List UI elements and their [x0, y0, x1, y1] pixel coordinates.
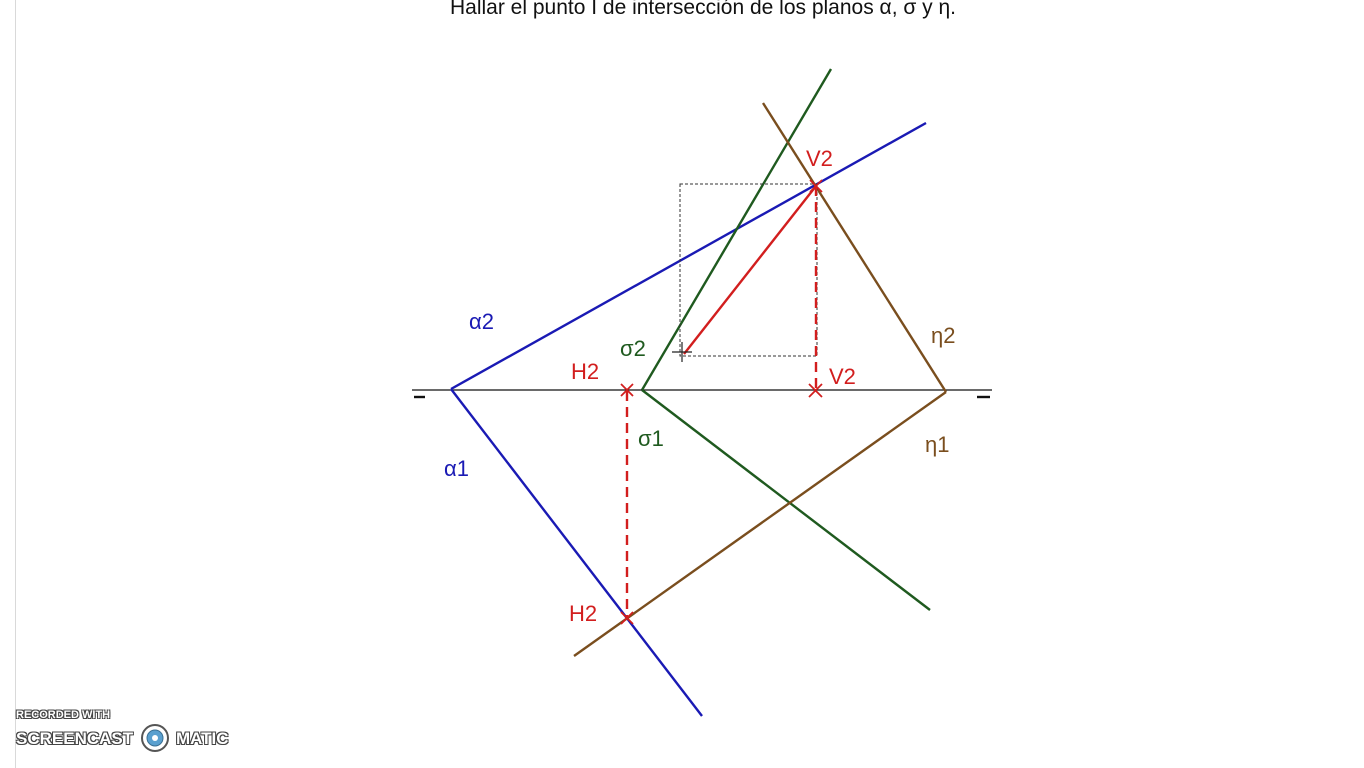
intersection-line: [684, 186, 816, 354]
sigma1-label: σ1: [638, 426, 664, 451]
sigma2-label: σ2: [620, 336, 646, 361]
v2-mid-label: V2: [829, 364, 856, 389]
alpha2-label: α2: [469, 309, 494, 334]
sigma2-trace: [642, 69, 831, 390]
problem-title: Hallar el punto I de intersección de los planos α, σ y η.: [449, 0, 957, 19]
watermark-brand-left: SCREENCAST: [16, 729, 134, 748]
eta1-label: η1: [925, 432, 950, 457]
alpha1-label: α1: [444, 456, 469, 481]
eta2-label: η2: [931, 323, 956, 348]
screencast-logo-icon: [140, 723, 170, 753]
crosshair-cursor-icon: [672, 342, 692, 362]
h2-bottom-marker: [621, 612, 633, 624]
h2-bottom-label: H2: [569, 601, 598, 626]
watermark-recorded-text: RECORDED WITH: [16, 709, 111, 721]
watermark-brand-right: MATIC: [176, 729, 229, 748]
eta2-trace: [763, 103, 946, 392]
h2-mid-label: H2: [571, 359, 600, 384]
v2-top-label: V2: [806, 146, 833, 171]
alpha1-trace: [451, 389, 702, 716]
